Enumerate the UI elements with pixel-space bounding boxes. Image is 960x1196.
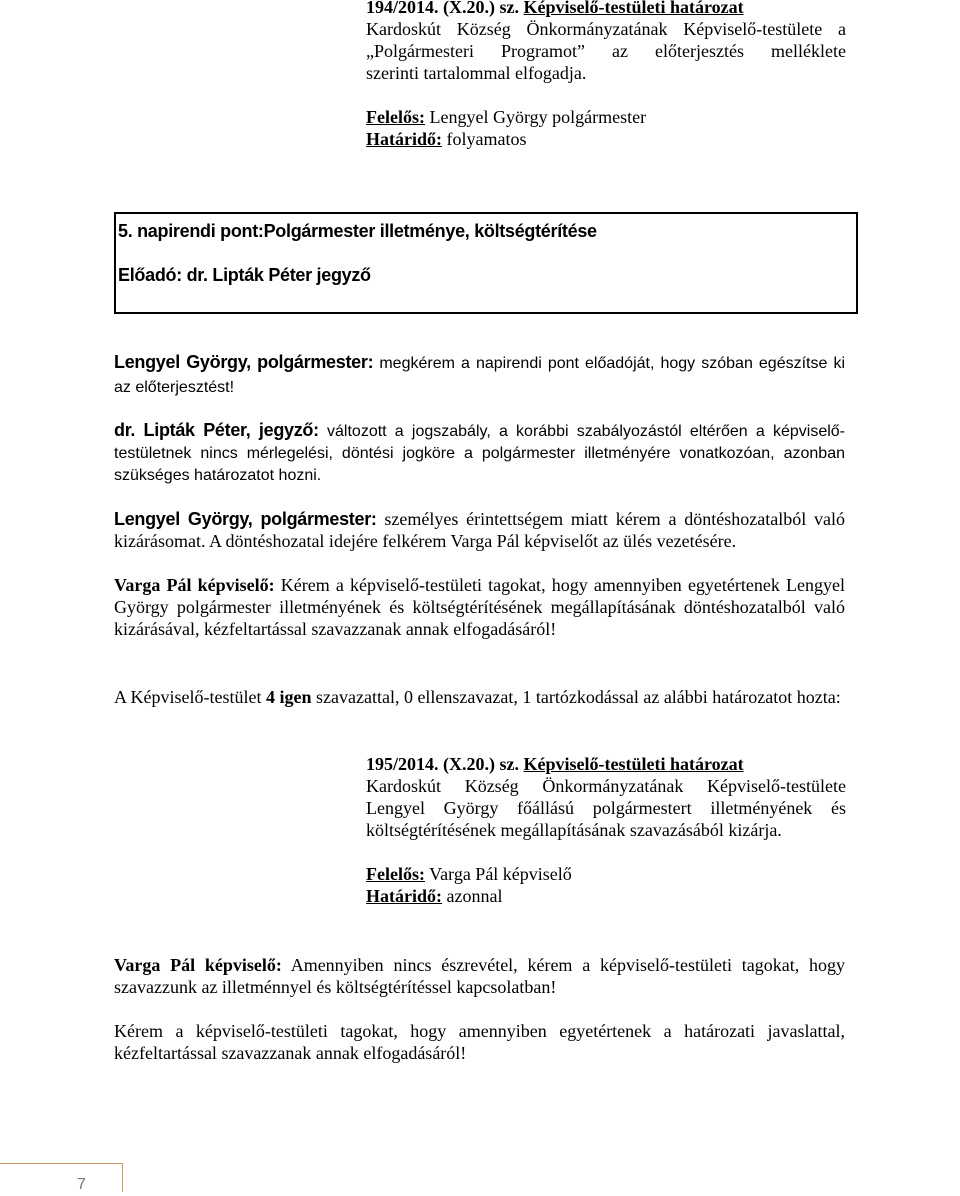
speech-text: személyes érintettségem miatt kérem a döntéshozatalból való kizárásomat. A döntéshozatal idejére felkérem Varga Pál képviselőt az ülés vezetésére. bbox=[114, 509, 845, 551]
resolution-195-title: Képviselő-testületi határozat bbox=[523, 754, 744, 774]
resolution-195-responsible bbox=[366, 863, 846, 885]
resolution-194-line1: Kardoskút Község Önkormányzatának Képviselő-testülete a bbox=[366, 19, 846, 39]
speech-text: Amennyiben nincs észrevétel, kérem a képviselő-testületi tagokat, hogy szavazzunk az illetménnyel és költségtérítéssel kapcsolatban! bbox=[114, 955, 845, 997]
speech-text: Kérem a képviselő-testületi tagokat, hogy amennyiben egyetértenek Lengyel György polgármester illetményének és költségtérítésének megállapításának döntéshozatalból való kizárásával, kézfeltartással szavazzanak annak elfogadásáról! bbox=[114, 575, 845, 639]
responsible-label: Felelős: bbox=[366, 107, 425, 127]
speaker-name: Varga Pál képviselő: bbox=[114, 575, 275, 595]
speaker-name: dr. Lipták Péter, jegyző: bbox=[114, 420, 319, 440]
agenda-item-presenter: Előadó: dr. Lipták Péter jegyző bbox=[118, 265, 371, 285]
speaker-name: Varga Pál képviselő: bbox=[114, 955, 282, 975]
vote-post: szavazattal, 0 ellenszavazat, 1 tartózkodással az alábbi határozatot hozta: bbox=[311, 687, 841, 707]
resolution-194-deadline bbox=[366, 128, 846, 150]
vote-yes-count: 4 igen bbox=[265, 687, 312, 707]
deadline-value: folyamatos bbox=[442, 129, 527, 149]
speech-paragraph-2 bbox=[114, 419, 845, 487]
speech-paragraph-3 bbox=[114, 508, 845, 552]
agenda-item-title: 5. napirendi pont:Polgármester illetménye, költségtérítése bbox=[118, 221, 597, 241]
responsible-label: Felelős: bbox=[366, 864, 425, 884]
speech-text: megkérem a napirendi pont előadóját, hogy szóban egészítse ki az előterjesztést! bbox=[114, 355, 846, 396]
page-number: 7 bbox=[41, 1163, 123, 1192]
responsible-value: Lengyel György polgármester bbox=[424, 107, 647, 127]
resolution-195-line1: Kardoskút Község Önkormányzatának Képviselő-testülete bbox=[366, 776, 846, 796]
vote-pre: A Képviselő-testület bbox=[114, 687, 266, 707]
resolution-194-block bbox=[366, 0, 846, 150]
speech-paragraph-1 bbox=[114, 351, 845, 399]
speech-paragraph-5 bbox=[114, 954, 845, 998]
footer-rule bbox=[0, 1163, 41, 1164]
speech-text: Kérem a képviselő-testületi tagokat, hogy amennyiben egyetértenek a határozati javaslattal, kézfeltartással szavazzanak annak elfogadásáról! bbox=[114, 1021, 845, 1063]
deadline-label: Határidő: bbox=[366, 129, 442, 149]
resolution-195-heading bbox=[366, 753, 846, 775]
resolution-195-line3: költségtérítésének megállapításának szavazásából kizárja. bbox=[366, 820, 782, 840]
speaker-name: Lengyel György, polgármester: bbox=[114, 352, 374, 372]
speech-paragraph-6 bbox=[114, 1020, 845, 1064]
resolution-194-heading bbox=[366, 0, 846, 18]
resolution-195-block bbox=[366, 753, 846, 907]
deadline-label: Határidő: bbox=[366, 886, 442, 906]
resolution-194-line3: szerinti tartalommal elfogadja. bbox=[366, 63, 587, 83]
deadline-value: azonnal bbox=[442, 886, 503, 906]
resolution-194-responsible bbox=[366, 106, 846, 128]
speech-text: változott a jogszabály, a korábbi szabályozástól eltérően a képviselő-testületnek nincs mérlegelési, döntési jogköre a polgármester illetményére vonatkozóan, azonban szükséges határozatot hozni. bbox=[114, 423, 846, 484]
resolution-195-deadline bbox=[366, 885, 846, 907]
speech-paragraph-4 bbox=[114, 574, 845, 640]
resolution-194-line2: „Polgármesteri Programot” az előterjesztés melléklete bbox=[366, 41, 846, 61]
responsible-value: Varga Pál képviselő bbox=[424, 864, 572, 884]
agenda-item-box bbox=[114, 212, 858, 314]
resolution-195-line2: Lengyel György főállású polgármestert illetményének és bbox=[366, 798, 846, 818]
speaker-name: Lengyel György, polgármester: bbox=[114, 509, 377, 529]
resolution-194-number: 194/2014. (X.20.) sz. bbox=[366, 0, 519, 17]
vote-result bbox=[114, 686, 845, 708]
resolution-194-title: Képviselő-testületi határozat bbox=[523, 0, 744, 17]
resolution-195-number: 195/2014. (X.20.) sz. bbox=[366, 754, 519, 774]
